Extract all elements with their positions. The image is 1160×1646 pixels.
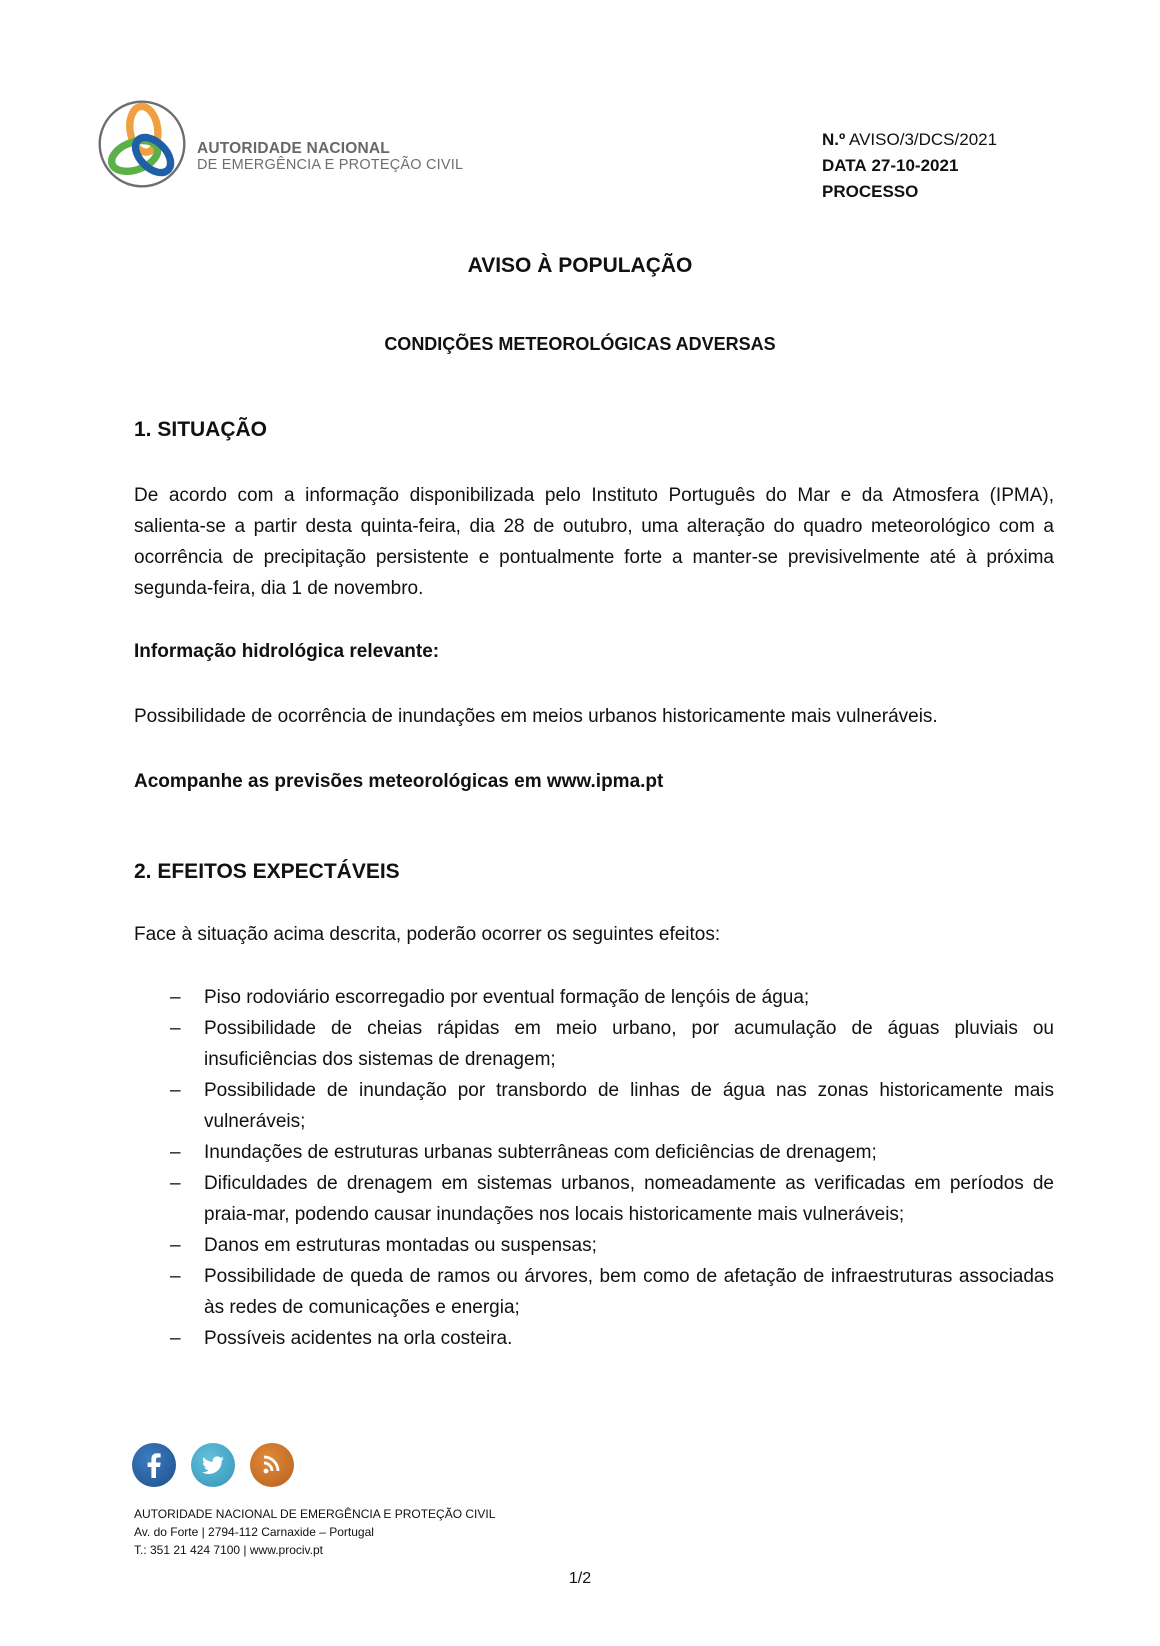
dash-bullet-icon: – (170, 1266, 181, 1287)
list-item: – Possibilidade de queda de ramos ou árvores, bem como de afetação de infraestruturas associadas às redes de comunicações e energia; (160, 1261, 1054, 1323)
dash-bullet-icon: – (170, 1080, 181, 1101)
section-heading-effects: 2. EFEITOS EXPECTÁVEIS (134, 860, 400, 883)
list-item: – Possibilidade de cheias rápidas em meio urbano, por acumulação de águas pluviais ou insuficiências dos sistemas de drenagem; (160, 1013, 1054, 1075)
anepc-logo-icon (96, 98, 188, 190)
org-name-line2: DE EMERGÊNCIA E PROTEÇÃO CIVIL (197, 157, 464, 173)
facebook-icon[interactable] (132, 1443, 176, 1487)
section-heading-situation: 1. SITUAÇÃO (134, 418, 268, 441)
list-item: – Dificuldades de drenagem em sistemas urbanos, nomeadamente as verificadas em períodos de praia-mar, podendo causar inundações nos locais historicamente mais vulneráveis; (160, 1168, 1054, 1230)
document-number: N.º AVISO/3/DCS/2021 (822, 130, 998, 149)
document-meta (822, 127, 997, 205)
situation-paragraph: De acordo com a informação disponibilizada pelo Instituto Português do Mar e da Atmosfera (IPMA), salienta-se a partir desta quinta-feira, dia 28 de outubro, uma alteração do quadro meteorológico com a ocorrência de precipitação persistente e pontualmente forte a manter-se previsivelmente até à próxima segunda-feira, dia 1 de novembro. (134, 485, 1054, 599)
dash-bullet-icon: – (170, 1018, 181, 1039)
dash-bullet-icon: – (170, 1235, 181, 1256)
org-name-line1: AUTORIDADE NACIONAL (197, 140, 390, 157)
footer-address-line: Av. do Forte | 2794-112 Carnaxide – Portugal (134, 1525, 374, 1539)
twitter-icon[interactable] (191, 1443, 235, 1487)
footer-org-name: AUTORIDADE NACIONAL DE EMERGÊNCIA E PROTEÇÃO CIVIL (134, 1507, 496, 1521)
rss-icon[interactable] (250, 1443, 294, 1487)
social-links (132, 1443, 294, 1487)
effects-intro: Face à situação acima descrita, poderão ocorrer os seguintes efeitos: (134, 924, 721, 945)
dash-bullet-icon: – (170, 1328, 181, 1349)
effects-list (160, 982, 1054, 1354)
list-item: – Possibilidade de inundação por transbordo de linhas de água nas zonas historicamente mais vulneráveis; (160, 1075, 1054, 1137)
list-item: – Inundações de estruturas urbanas subterrâneas com deficiências de drenagem; (160, 1137, 1054, 1168)
hydro-heading: Informação hidrológica relevante: (134, 641, 440, 662)
list-item: – Possíveis acidentes na orla costeira. (160, 1323, 1054, 1354)
list-item: – Danos em estruturas montadas ou suspensas; (160, 1230, 1054, 1261)
footer-address (134, 1505, 495, 1559)
org-logo-text (197, 140, 463, 174)
hydro-text: Possibilidade de ocorrência de inundações em meios urbanos historicamente mais vulneráveis. (134, 706, 938, 727)
list-item: – Piso rodoviário escorregadio por eventual formação de lençóis de água; (160, 982, 1054, 1013)
page-subtitle: CONDIÇÕES METEOROLÓGICAS ADVERSAS (384, 334, 776, 354)
page-number: 1/2 (568, 1570, 592, 1587)
dash-bullet-icon: – (170, 987, 181, 1008)
footer-contact-line: T.: 351 21 424 7100 | www.prociv.pt (134, 1543, 324, 1557)
document-date: DATA 27-10-2021 (822, 156, 959, 175)
document-process: PROCESSO (822, 182, 919, 201)
page-title: AVISO À POPULAÇÃO (467, 254, 693, 277)
follow-forecast-text: Acompanhe as previsões meteorológicas em www.ipma.pt (134, 771, 664, 792)
dash-bullet-icon: – (170, 1142, 181, 1163)
dash-bullet-icon: – (170, 1173, 181, 1194)
